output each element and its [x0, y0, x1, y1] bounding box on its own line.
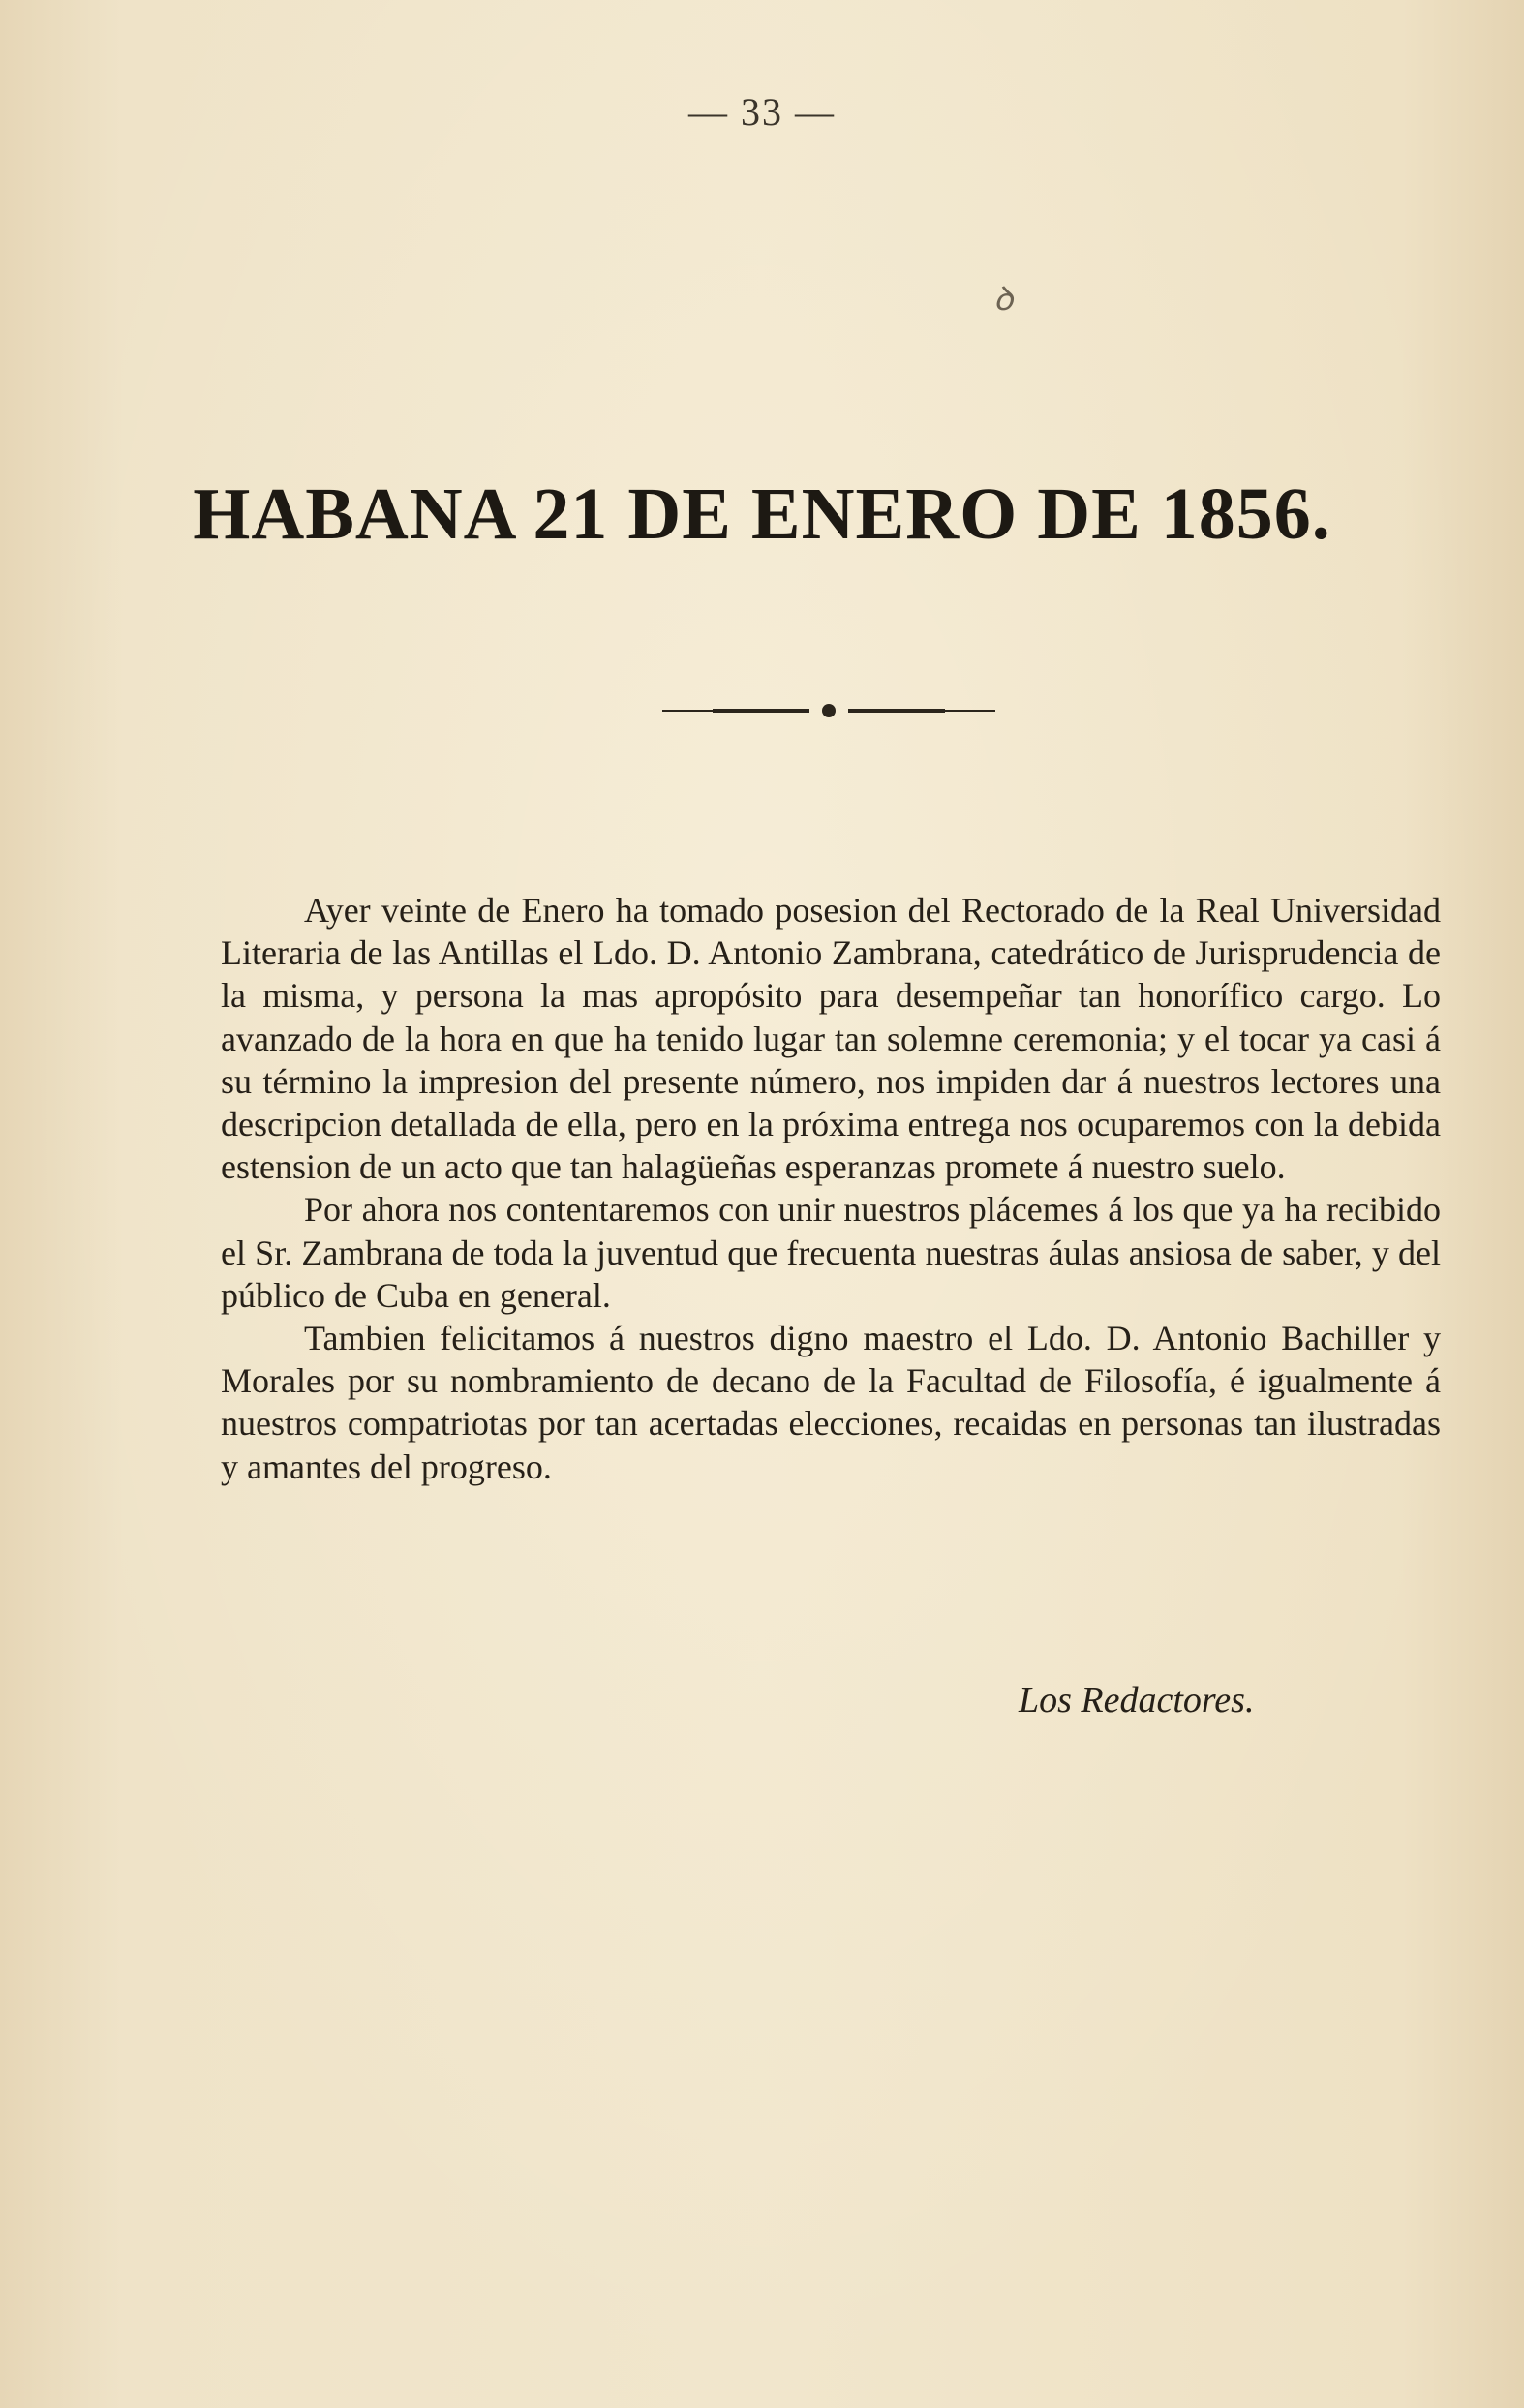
- paragraph-3: Tambien felicitamos á nuestros digno maestro el Ldo. D. Antonio Bachiller y Morales por su nombramiento de decano de la Facultad de Filosofía, é igualmente á nuestros compatriotas por tan acertadas elecciones, recaidas en personas tan ilustradas y amantes del progreso.: [221, 1319, 1441, 1486]
- ornamental-rule: [655, 701, 1003, 720]
- article-heading: HABANA 21 DE ENERO DE 1856.: [193, 473, 1331, 555]
- ink-mark: ꝺ: [993, 282, 1014, 318]
- signature: Los Redactores.: [1019, 1680, 1255, 1721]
- paragraph-1: Ayer veinte de Enero ha tomado posesion del Rectorado de la Real Universidad Literaria de las Antillas el Ldo. D. Antonio Zambrana, catedrático de Jurisprudencia de la misma, y persona la mas apropósito para desempeñar tan honorífico cargo. Lo avanzado de la hora en que ha tenido lugar tan solemne ceremonia; y el tocar ya casi á su término la impresion del presente número, nos impiden dar á nuestros lectores una descripcion detallada de ella, pero en la próxima entrega nos ocuparemos con la debida estension de un acto que tan halagüeñas esperanzas promete á nuestro suelo.: [221, 891, 1441, 1187]
- page-number: — 33 —: [688, 90, 836, 134]
- paragraph-2: Por ahora nos contentaremos con unir nuestros plácemes á los que ya ha recibido el Sr. Zambrana de toda la juventud que frecuenta nuestras áulas ansiosa de saber, y del público de Cuba en general.: [221, 1190, 1441, 1315]
- article-body: [221, 889, 1441, 1488]
